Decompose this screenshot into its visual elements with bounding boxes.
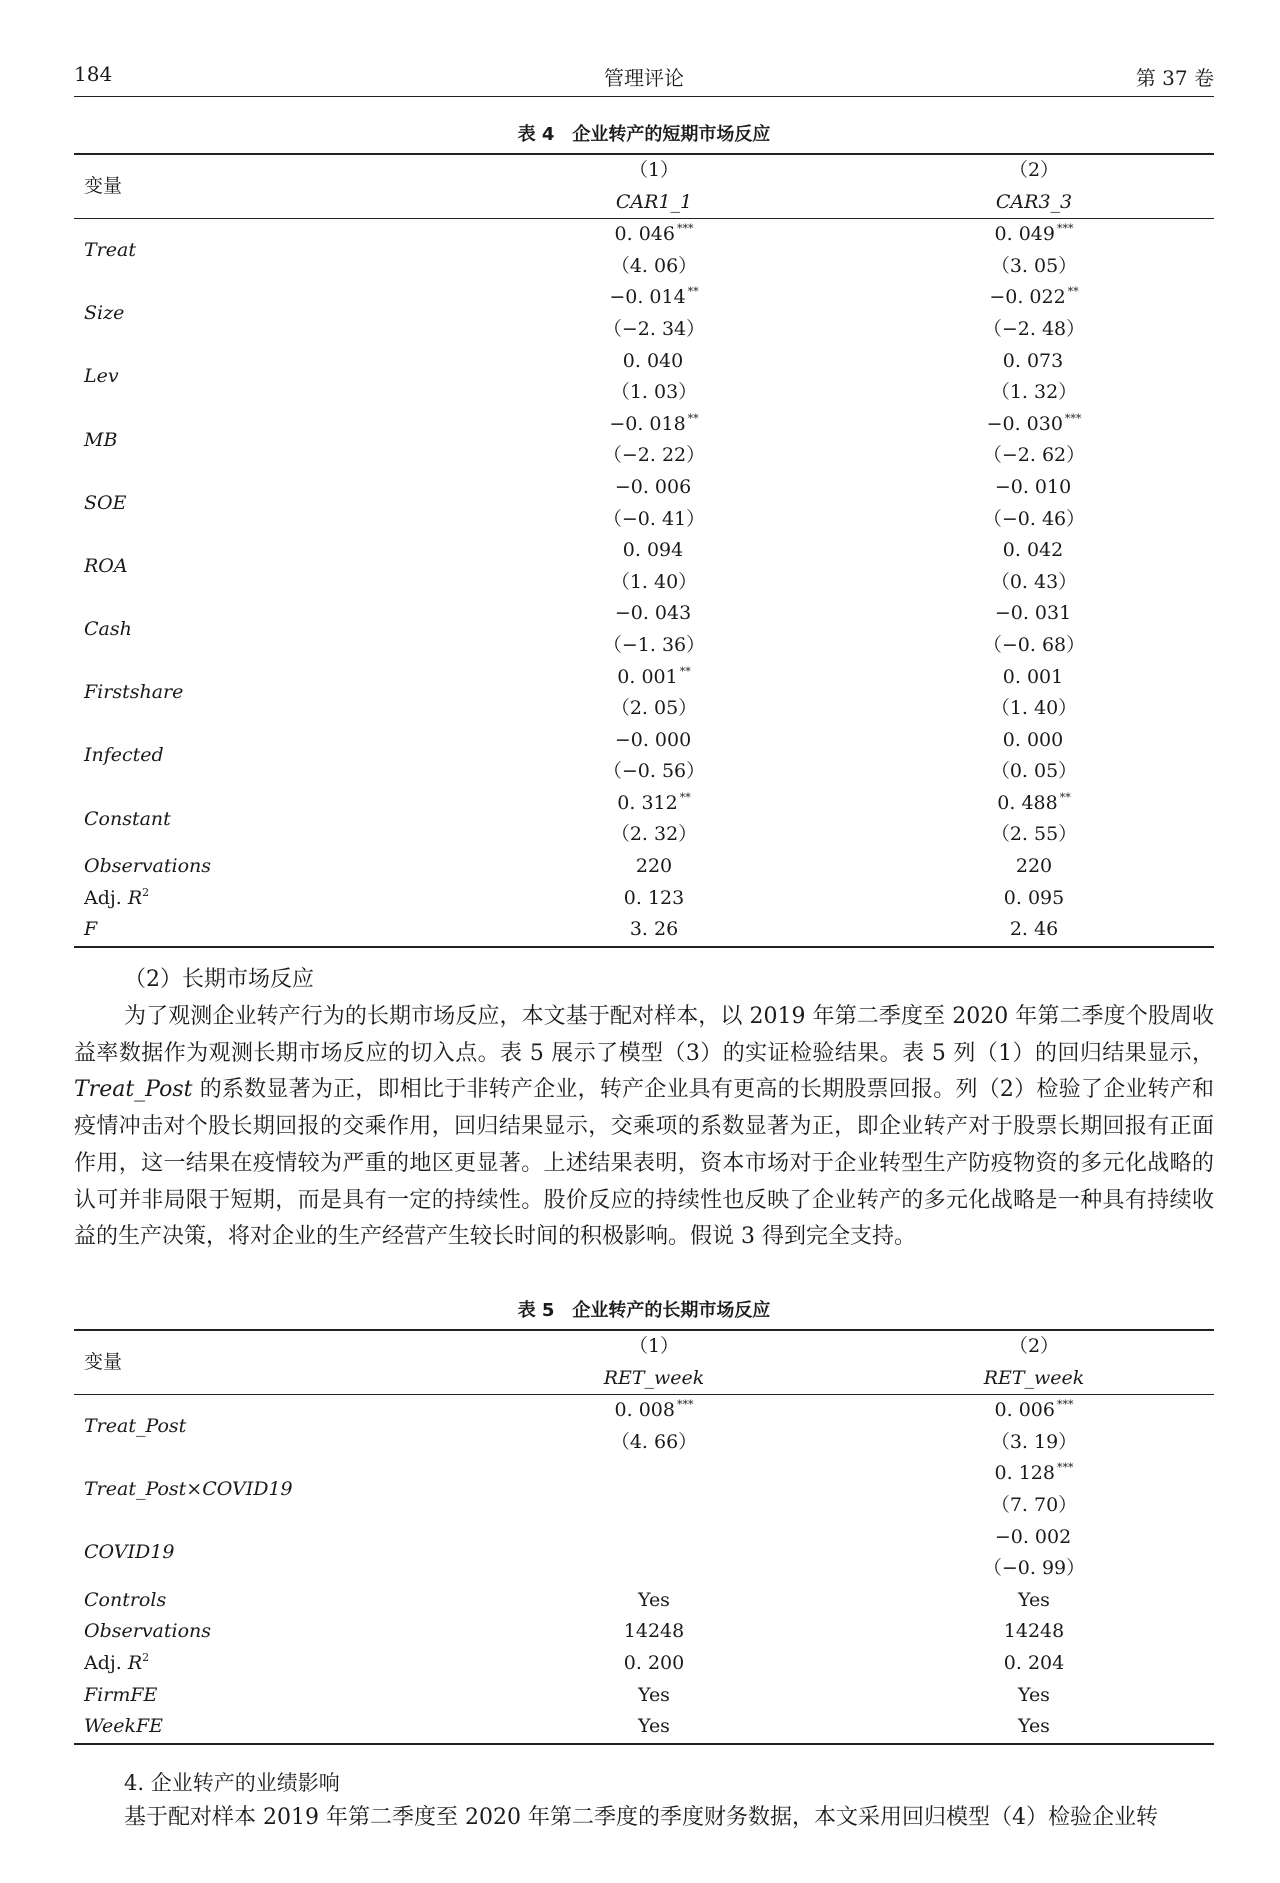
stat-value: 0. 200: [623, 1651, 685, 1674]
tstat-cell: （2. 32）: [610, 823, 698, 846]
coef-value: 0. 001: [617, 665, 678, 688]
significance-stars: **: [687, 285, 699, 299]
significance-stars: ***: [676, 222, 694, 236]
col1-model-name: RET_week: [454, 1363, 854, 1395]
coef-cell: [454, 219, 854, 251]
table-row: [74, 1458, 1214, 1490]
stat-value: 220: [635, 855, 673, 878]
coef-cell: [854, 788, 1214, 820]
coef-value: 0. 040: [622, 349, 684, 372]
table-row: [74, 346, 1214, 378]
table4: [74, 153, 1214, 948]
table-row: [74, 535, 1214, 567]
volume-label: 第 37 卷: [1135, 66, 1214, 90]
journal-title: 管理评论: [604, 66, 684, 90]
variable-name: Treat_Post: [74, 1077, 193, 1103]
stat-label-text: WeekFE: [84, 1715, 164, 1738]
coef-cell: [454, 346, 854, 378]
stat-value: 14248: [623, 1620, 685, 1643]
coef-cell: [454, 788, 854, 820]
stat-label-text: Observations: [84, 1620, 212, 1643]
paragraph-text: 为了观测企业转产行为的长期市场反应，本文基于配对样本，以 2019 年第二季度至 2020 年第二季度个股周收益率数据作为观测长期市场反应的切入点。表 5 展示了模型（3）的实证检验结果。表 5 列（1）的回归结果显示，: [74, 1004, 1214, 1066]
table-row: [74, 725, 1214, 757]
tstat-cell: （2. 55）: [990, 823, 1078, 846]
significance-stars: ***: [676, 1398, 694, 1412]
superscript: 2: [142, 885, 150, 899]
body-paragraph: [74, 999, 1214, 1256]
stat-label: [74, 1585, 454, 1617]
stat-value: Yes: [454, 1711, 854, 1744]
stat-label-text: Observations: [84, 855, 212, 878]
significance-stars: ***: [1056, 1398, 1074, 1412]
stat-value: 220: [1015, 855, 1053, 878]
table-row: [74, 1395, 1214, 1427]
coef-value: −0. 006: [614, 475, 692, 498]
coef-cell: [454, 472, 854, 504]
var-header: 变量: [74, 154, 454, 219]
coef-value: −0. 000: [614, 728, 692, 751]
coef-value: 0. 128: [994, 1462, 1055, 1485]
significance-stars: **: [1059, 790, 1071, 804]
tstat-cell: （1. 32）: [990, 381, 1078, 404]
r-letter: R: [127, 886, 143, 909]
stat-label-text: Adj. R: [84, 1651, 143, 1674]
stat-label-text: FirmFE: [84, 1683, 158, 1706]
stat-value: Yes: [638, 1683, 670, 1706]
tstat-cell: （3. 19）: [990, 1430, 1078, 1453]
stat-label: [74, 883, 454, 915]
row-label: Treat: [84, 238, 136, 261]
coef-cell: [854, 662, 1214, 694]
row-label: Constant: [84, 807, 171, 830]
significance-stars: ***: [1064, 411, 1082, 425]
tstat-cell: （−2. 48）: [982, 317, 1086, 340]
col1-number: （1）: [454, 1330, 854, 1363]
body-paragraph: [74, 1800, 1214, 1837]
tstat-cell: [454, 1490, 854, 1522]
coef-value: −0. 031: [994, 602, 1072, 625]
tstat-cell: （1. 40）: [990, 697, 1078, 720]
table5: [74, 1329, 1214, 1745]
row-label: Infected: [84, 744, 164, 767]
col1-number: （1）: [454, 154, 854, 187]
stat-label-text: Controls: [84, 1588, 167, 1611]
tstat-cell: （4. 06）: [610, 254, 698, 277]
coef-cell: [454, 1458, 854, 1490]
stat-row: [74, 1585, 1214, 1617]
tstat-cell: （−0. 99）: [982, 1557, 1086, 1580]
row-label: Cash: [84, 618, 132, 641]
running-header: [74, 56, 1214, 96]
section-heading: 4. 企业转产的业绩影响: [124, 1771, 340, 1795]
col1-model-name: CAR1_1: [454, 187, 854, 219]
stat-row: [74, 1648, 1214, 1680]
col2-number: （2）: [854, 154, 1214, 187]
coef-cell: [454, 282, 854, 314]
row-label: Treat_Post: [84, 1414, 187, 1437]
row-label: COVID19: [84, 1541, 175, 1564]
tstat-cell: （0. 05）: [990, 760, 1078, 783]
stat-label: [74, 1616, 454, 1648]
tstat-cell: （−0. 46）: [982, 507, 1086, 530]
coef-cell: [454, 1395, 854, 1427]
header-rule: [74, 96, 1214, 97]
stat-label-text: F: [84, 918, 98, 941]
page-number: 184: [74, 62, 113, 86]
tstat-cell: （−2. 22）: [602, 444, 706, 467]
tstat-cell: （−0. 41）: [602, 507, 706, 530]
coef-value: 0. 000: [1002, 728, 1064, 751]
tstat-cell: （−2. 62）: [982, 444, 1086, 467]
coef-value: −0. 022: [989, 286, 1066, 309]
subsection-heading: （2）长期市场反应: [124, 967, 314, 992]
coef-value: 0. 488: [997, 791, 1058, 814]
tstat-cell: （−1. 36）: [602, 633, 706, 656]
significance-stars: ***: [1056, 1461, 1074, 1475]
coef-value: 0. 312: [617, 791, 678, 814]
table-row: [74, 598, 1214, 630]
coef-value: 0. 042: [1002, 539, 1064, 562]
table4-caption: 表 4 企业转产的短期市场反应: [517, 124, 771, 145]
significance-stars: **: [687, 411, 699, 425]
stat-value: Yes: [1018, 1683, 1050, 1706]
tstat-cell: [454, 1553, 854, 1585]
table5-body: [74, 1330, 1214, 1744]
table5-caption: 表 5 企业转产的长期市场反应: [517, 1300, 771, 1321]
stat-row: [74, 914, 1214, 947]
table-row: [74, 472, 1214, 504]
row-label: SOE: [84, 491, 127, 514]
coef-value: 0. 001: [1002, 665, 1064, 688]
stat-value: 14248: [1003, 1620, 1065, 1643]
coef-cell: [454, 535, 854, 567]
stat-label: [74, 851, 454, 883]
tstat-cell: （1. 03）: [610, 381, 698, 404]
stat-row: [74, 1711, 1214, 1744]
col2-model-name: RET_week: [854, 1363, 1214, 1395]
coef-value: −0. 014: [609, 286, 686, 309]
coef-value: −0. 010: [994, 475, 1072, 498]
coef-cell: [854, 346, 1214, 378]
var-header: 变量: [74, 1330, 454, 1395]
stat-label: [74, 1711, 454, 1744]
row-label: Treat_Post×COVID19: [84, 1478, 293, 1501]
stat-value: 0. 123: [623, 886, 685, 909]
stat-value: Yes: [1018, 1588, 1050, 1611]
stat-label-text: Adj. R: [84, 886, 143, 909]
coef-cell: [454, 409, 854, 441]
table4-header-row: [74, 154, 1214, 187]
row-label: Lev: [84, 365, 119, 388]
coef-value: 0. 073: [1002, 349, 1064, 372]
row-label: ROA: [84, 554, 128, 577]
stat-label: [74, 914, 454, 947]
tstat-cell: （−0. 68）: [982, 633, 1086, 656]
col2-number: （2）: [854, 1330, 1214, 1363]
coef-cell: [854, 1458, 1214, 1490]
table-row: [74, 282, 1214, 314]
coef-cell: [854, 1395, 1214, 1427]
row-label: Firstshare: [84, 681, 184, 704]
tstat-cell: （7. 70）: [990, 1493, 1078, 1516]
tstat-cell: （1. 40）: [610, 570, 698, 593]
r-letter: R: [127, 1651, 143, 1674]
stat-label: [74, 1648, 454, 1680]
coef-cell: [454, 725, 854, 757]
coef-value: −0. 043: [614, 602, 692, 625]
superscript: 2: [142, 1650, 150, 1664]
significance-stars: **: [679, 664, 691, 678]
tstat-cell: （3. 05）: [990, 254, 1078, 277]
coef-cell: [454, 662, 854, 694]
stat-row: [74, 883, 1214, 915]
stat-row: [74, 1616, 1214, 1648]
tstat-cell: （−2. 34）: [602, 317, 706, 340]
table4-body: [74, 154, 1214, 947]
coef-value: −0. 002: [994, 1525, 1072, 1548]
tstat-cell: （−0. 56）: [602, 760, 706, 783]
table-row: [74, 788, 1214, 820]
coef-value: 0. 008: [614, 1399, 675, 1422]
coef-cell: [854, 472, 1214, 504]
coef-value: 0. 046: [614, 223, 675, 246]
coef-cell: [854, 409, 1214, 441]
coef-cell: [854, 725, 1214, 757]
significance-stars: ***: [1056, 222, 1074, 236]
coef-cell: [854, 535, 1214, 567]
stat-value: 3. 26: [454, 914, 854, 947]
stat-row: [74, 851, 1214, 883]
coef-value: 0. 094: [622, 539, 684, 562]
coef-cell: [854, 282, 1214, 314]
table-row: [74, 219, 1214, 251]
significance-stars: **: [679, 790, 691, 804]
coef-cell: [454, 1522, 854, 1554]
col2-model-name: CAR3_3: [854, 187, 1214, 219]
significance-stars: **: [1067, 285, 1079, 299]
paragraph-text: 基于配对样本 2019 年第二季度至 2020 年第二季度的季度财务数据，本文采用回归模型（4）检验企业转: [124, 1805, 1158, 1830]
table-row: [74, 1522, 1214, 1554]
paragraph-text: 的系数显著为正，即相比于非转产企业，转产企业具有更高的长期股票回报。列（2）检验了企业转产和疫情冲击对个股长期回报的交乘作用，回归结果显示，交乘项的系数显著为正，即企业转产对于股票长期回报有正面作用，这一结果在疫情较为严重的地区更显著。上述结果表明，资本市场对于企业转型生产防疫物资的多元化战略的认可并非局限于短期，而是具有一定的持续性。股价反应的持续性也反映了企业转产的多元化战略是一种具有持续收益的生产决策，将对企业的生产经营产生较长时间的积极影响。假说 3 得到完全支持。: [74, 1077, 1214, 1250]
coef-cell: [454, 598, 854, 630]
table-row: [74, 662, 1214, 694]
tstat-cell: （0. 43）: [990, 570, 1078, 593]
stat-value: 0. 095: [1003, 886, 1065, 909]
stat-value: Yes: [854, 1711, 1214, 1744]
stat-row: [74, 1680, 1214, 1712]
coef-cell: [854, 1522, 1214, 1554]
coef-value: −0. 018: [609, 412, 686, 435]
coef-value: 0. 006: [994, 1399, 1055, 1422]
coef-cell: [854, 219, 1214, 251]
stat-value: 0. 204: [1003, 1651, 1065, 1674]
coef-value: 0. 049: [994, 223, 1055, 246]
tstat-cell: （4. 66）: [610, 1430, 698, 1453]
stat-value: 2. 46: [854, 914, 1214, 947]
row-label: Size: [84, 302, 125, 325]
tstat-cell: （2. 05）: [610, 697, 698, 720]
row-label: MB: [84, 428, 118, 451]
coef-cell: [854, 598, 1214, 630]
stat-label: [74, 1680, 454, 1712]
table-row: [74, 409, 1214, 441]
stat-value: Yes: [638, 1588, 670, 1611]
coef-value: −0. 030: [986, 412, 1063, 435]
paragraph: [74, 999, 1214, 1256]
table5-header-row: [74, 1330, 1214, 1363]
